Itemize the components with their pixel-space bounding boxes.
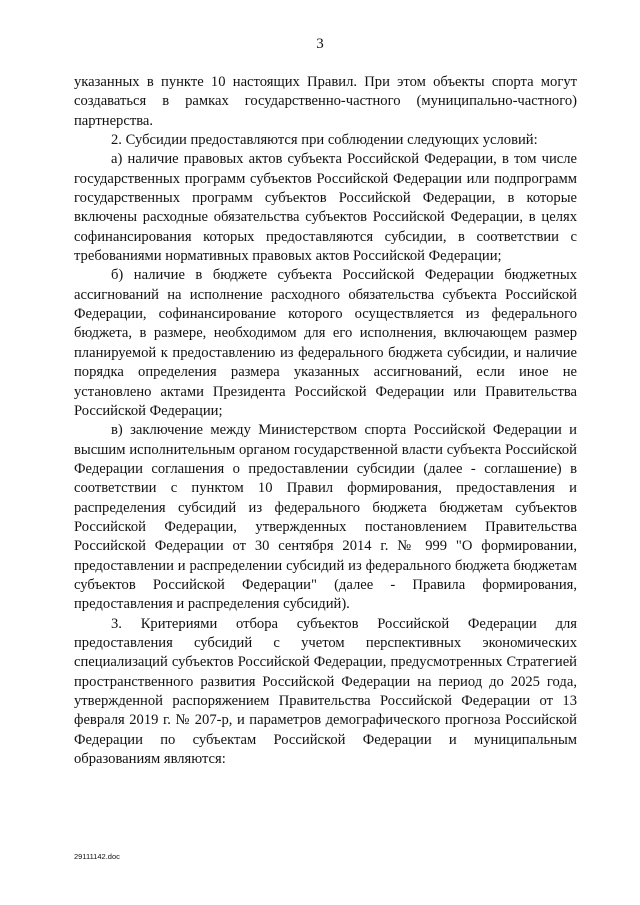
paragraph-clause-2: 2. Субсидии предоставляются при соблюдении следующих условий: xyxy=(111,132,538,149)
document-body xyxy=(74,73,577,769)
footer-filename: 29111142.doc xyxy=(74,852,120,861)
paragraph-clause-2a: а) наличие правовых актов субъекта Российской Федерации, в том числе государственных программ субъектов Российской Федерации или подпрограмм государственных программ субъектов Российской Федерации, в которые включены расходные обязательства субъектов Российской Федерации, в целях софинансирования которых предоставляются субсидии, в соответствии с требованиями нормативных правовых актов Российской Федерации; xyxy=(74,151,577,265)
page-number: 3 xyxy=(316,36,324,52)
paragraph-clause-2b: б) наличие в бюджете субъекта Российской Федерации бюджетных ассигнований на исполнение расходного обязательства субъекта Российской Федерации, софинансирование которого осуществляется из федерального бюджета, в размере, необходимом для его исполнения, включающем размер планируемой к предоставлению из федерального бюджета субсидии, и наличие порядка определения размера указанных ассигнований, если иное не установлено актами Президента Российской Федерации или Правительства Российской Федерации; xyxy=(74,267,577,419)
paragraph-continuation: указанных в пункте 10 настоящих Правил. При этом объекты спорта могут создаваться в рамках государственно-частного (муниципально-частного) партнерства. xyxy=(74,74,577,129)
paragraph-clause-3: 3. Критериями отбора субъектов Российской Федерации для предоставления субсидий с учетом перспективных экономических специализаций субъектов Российской Федерации, предусмотренных Стратегией пространственного развития Российской Федерации на период до 2025 года, утвержденной распоряжением Правительства Российской Федерации от 13 февраля 2019 г. № 207-р, и параметров демографического прогноза Российской Федерации по субъектам Российской Федерации и муниципальным образованиям являются: xyxy=(74,615,577,768)
paragraph-clause-2v: в) заключение между Министерством спорта Российской Федерации и высшим исполнительным органом государственной власти субъекта Российской Федерации соглашения о предоставлении субсидии (далее - соглашение) в соответствии с пунктом 10 Правил формирования, предоставления и распределения субсидий из федерального бюджета бюджетам субъектов Российской Федерации, утвержденных постановлением Правительства Российской Федерации от 30 сентября 2014 г. № 999 "О формировании, предоставлении и распределении субсидий из федерального бюджета бюджетам субъектов Российской Федерации" (далее - Правила формирования, предоставления и распределения субсидий). xyxy=(74,422,577,613)
